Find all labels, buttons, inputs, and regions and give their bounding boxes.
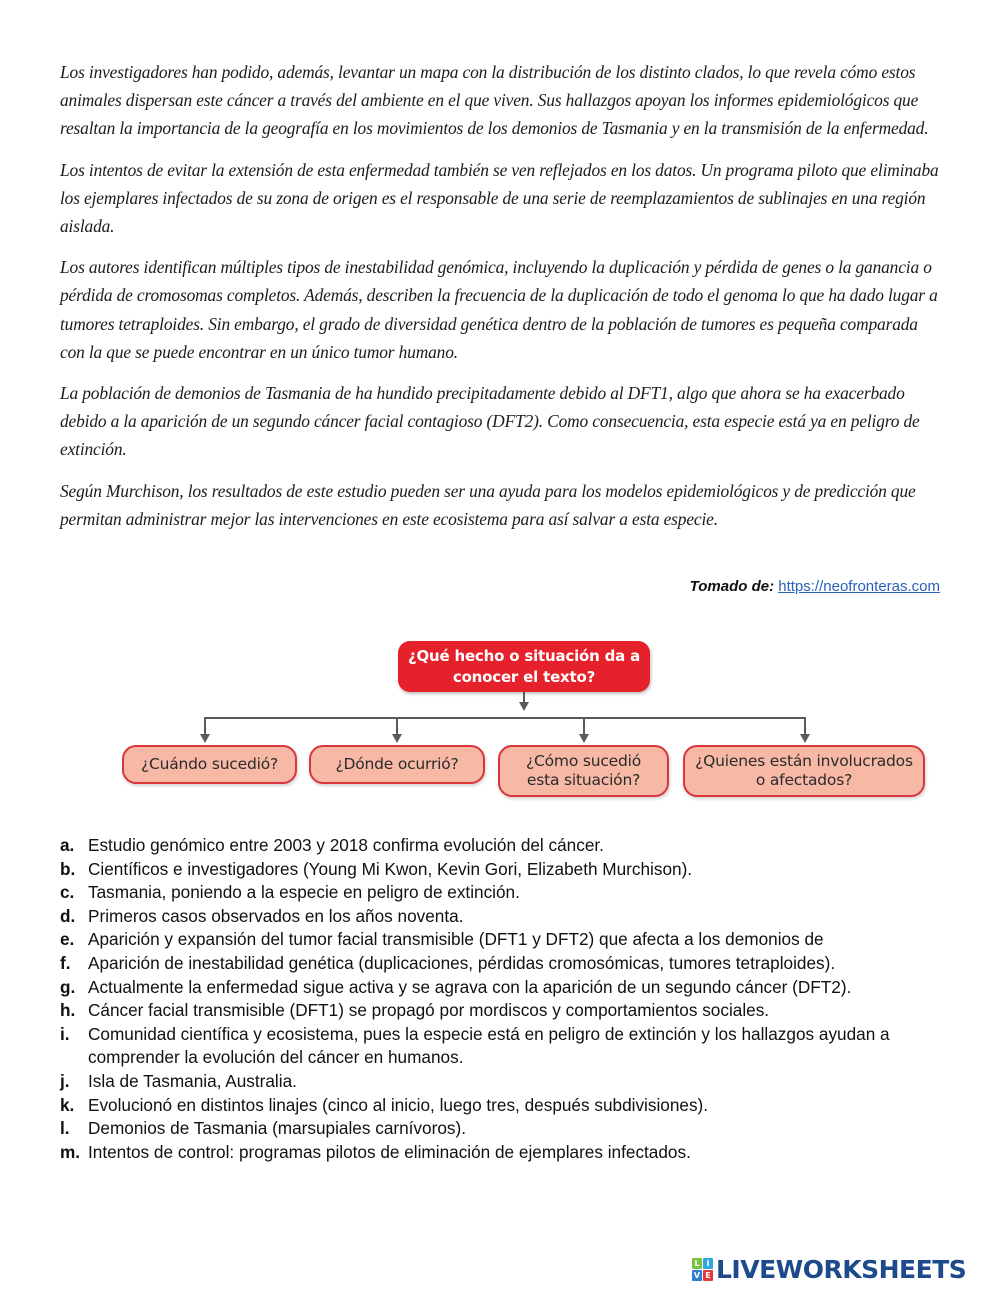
option-text: Científicos e investigadores (Young Mi Kwon, Kevin Gori, Elizabeth Murchison). xyxy=(88,858,693,879)
option-text: Evolucionó en distintos linajes (cinco al inicio, luego tres, después subdivisiones). xyxy=(88,1094,709,1115)
answer-option-k xyxy=(60,1094,960,1118)
answer-option-a xyxy=(60,834,960,858)
answer-option-h xyxy=(60,999,960,1023)
option-letter: c. xyxy=(60,882,75,903)
answer-option-l xyxy=(60,1117,960,1141)
connector-horizontal xyxy=(204,717,806,719)
option-letter: f. xyxy=(60,952,71,973)
connector-branch-1 xyxy=(204,717,206,735)
arrow-down-icon xyxy=(392,734,402,743)
answer-option-b xyxy=(60,858,960,882)
answer-options-list xyxy=(60,834,960,1164)
answer-option-f xyxy=(60,952,960,976)
paragraph-population-decline: La población de demonios de Tasmania de ha hundido precipitadamente debido al DFT1, algo que ahora se ha exacerbado debido a la aparición de un segundo cáncer facial contagioso (DFT2). Como consecuencia, esta especie está ya en peligro de extinción. xyxy=(60,383,920,460)
option-letter: i. xyxy=(60,1023,70,1044)
option-letter: h. xyxy=(60,1000,76,1021)
option-text: Tasmania, poniendo a la especie en peligro de extinción. xyxy=(88,882,520,903)
option-letter: d. xyxy=(60,905,76,926)
answer-option-j xyxy=(60,1070,960,1094)
option-letter: a. xyxy=(60,835,75,855)
option-text: Actualmente la enfermedad sigue activa y se agrava con la aparición de un segundo cáncer (DFT2). xyxy=(88,976,852,997)
connector-branch-4 xyxy=(804,717,806,735)
arrow-down-icon xyxy=(579,734,589,743)
article-text xyxy=(60,58,945,546)
option-text: Primeros casos observados en los años noventa. xyxy=(88,905,464,926)
option-text: Cáncer facial transmisible (DFT1) se propagó por mordiscos y comportamientos sociales. xyxy=(88,1000,770,1021)
paragraph-pilot-program: Los intentos de evitar la extensión de esta enfermedad también se ven reflejados en los datos. Un programa piloto que eliminaba los ejemplares infectados de su zona de origen es el responsable de una serie de reemplazamientos de sublinajes en una región aislada. xyxy=(60,159,939,237)
option-text: Estudio genómico entre 2003 y 2018 confirma evolución del cáncer. xyxy=(88,835,604,855)
answer-option-c xyxy=(60,881,960,905)
question-when-box: ¿Cuándo sucedió? xyxy=(122,745,297,784)
option-text: Aparición y expansión del tumor facial transmisible (DFT1 y DFT2) que afecta a los demonios de xyxy=(88,929,824,950)
question-who-box: ¿Quienes están involucrados o afectados? xyxy=(683,745,925,797)
source-citation xyxy=(690,578,940,595)
connector-branch-2 xyxy=(396,717,398,735)
answer-option-m xyxy=(60,1141,960,1165)
option-text: Intentos de control: programas pilotos de eliminación de ejemplares infectados. xyxy=(88,1141,691,1162)
arrow-down-icon xyxy=(519,702,529,711)
logo-tiles-icon xyxy=(692,1258,713,1281)
connector-root-stem xyxy=(523,692,525,702)
arrow-down-icon xyxy=(800,734,810,743)
option-letter: j. xyxy=(60,1070,70,1091)
logo-tile-v: V xyxy=(693,1270,701,1280)
option-text: Comunidad científica y ecosistema, pues la especie está en peligro de extinción y los hallazgos ayudan a comprender la evolución del cáncer en humanos. xyxy=(88,1023,890,1068)
option-text: Aparición de inestabilidad genética (duplicaciones, pérdidas cromosómicas, tumores tetraploides). xyxy=(88,952,836,973)
logo-tile-e: E xyxy=(703,1270,713,1281)
option-text: Demonios de Tasmania (marsupiales carnívoros). xyxy=(88,1118,466,1139)
liveworksheets-logo xyxy=(692,1255,966,1283)
answer-option-d xyxy=(60,905,960,929)
option-letter: b. xyxy=(60,858,76,879)
question-where-box: ¿Dónde ocurrió? xyxy=(309,745,485,784)
source-link[interactable]: https://neofronteras.com xyxy=(778,578,940,595)
option-letter: k. xyxy=(60,1094,75,1115)
answer-option-e xyxy=(60,928,960,952)
option-letter: g. xyxy=(60,976,76,997)
paragraph-map-distribution: Los investigadores han podido, además, levantar un mapa con la distribución de los distinto clados, lo que revela cómo estos animales dispersan este cáncer a través del ambiente en el que viven. Sus hallazgos apoyan los informes epidemiológicos que resaltan la importancia de la geografía en los movimientos de los demonios de Tasmania y en la transmisión de la enfermedad. xyxy=(60,62,929,139)
logo-tile-l: L xyxy=(692,1258,702,1269)
question-how-box: ¿Cómo sucedió esta situación? xyxy=(498,745,669,797)
option-letter: e. xyxy=(60,929,75,950)
option-letter: l. xyxy=(60,1118,70,1139)
arrow-down-icon xyxy=(200,734,210,743)
answer-option-g xyxy=(60,976,960,1000)
source-label: Tomado de: xyxy=(689,578,775,595)
option-letter: m. xyxy=(60,1141,81,1162)
option-text: Isla de Tasmania, Australia. xyxy=(88,1070,297,1091)
logo-tile-i: I xyxy=(703,1258,713,1269)
answer-option-i xyxy=(60,1023,960,1070)
logo-wordmark: LIVEWORKSHEETS xyxy=(716,1254,967,1284)
paragraph-murchison-conclusion: Según Murchison, los resultados de este estudio pueden ser una ayuda para los modelos epidemiológicos y de predicción que permitan administrar mejor las intervenciones en este ecosistema para así salvar a esta especie. xyxy=(60,480,916,529)
paragraph-genomic-instability: Los autores identifican múltiples tipos de inestabilidad genómica, incluyendo la duplicación y pérdida de genes o la ganancia o pérdida de cromosomas completos. Además, describen la frecuencia de la duplicación de todo el genoma lo que ha dado lugar a tumores tetraploides. Sin embargo, el grado de diversidad genética dentro de la población de tumores es pequeña comparada con la que se puede encontrar en un único tumor humano. xyxy=(60,257,938,362)
root-question-box: ¿Qué hecho o situación da a conocer el texto? xyxy=(398,641,650,692)
connector-branch-3 xyxy=(583,717,585,735)
